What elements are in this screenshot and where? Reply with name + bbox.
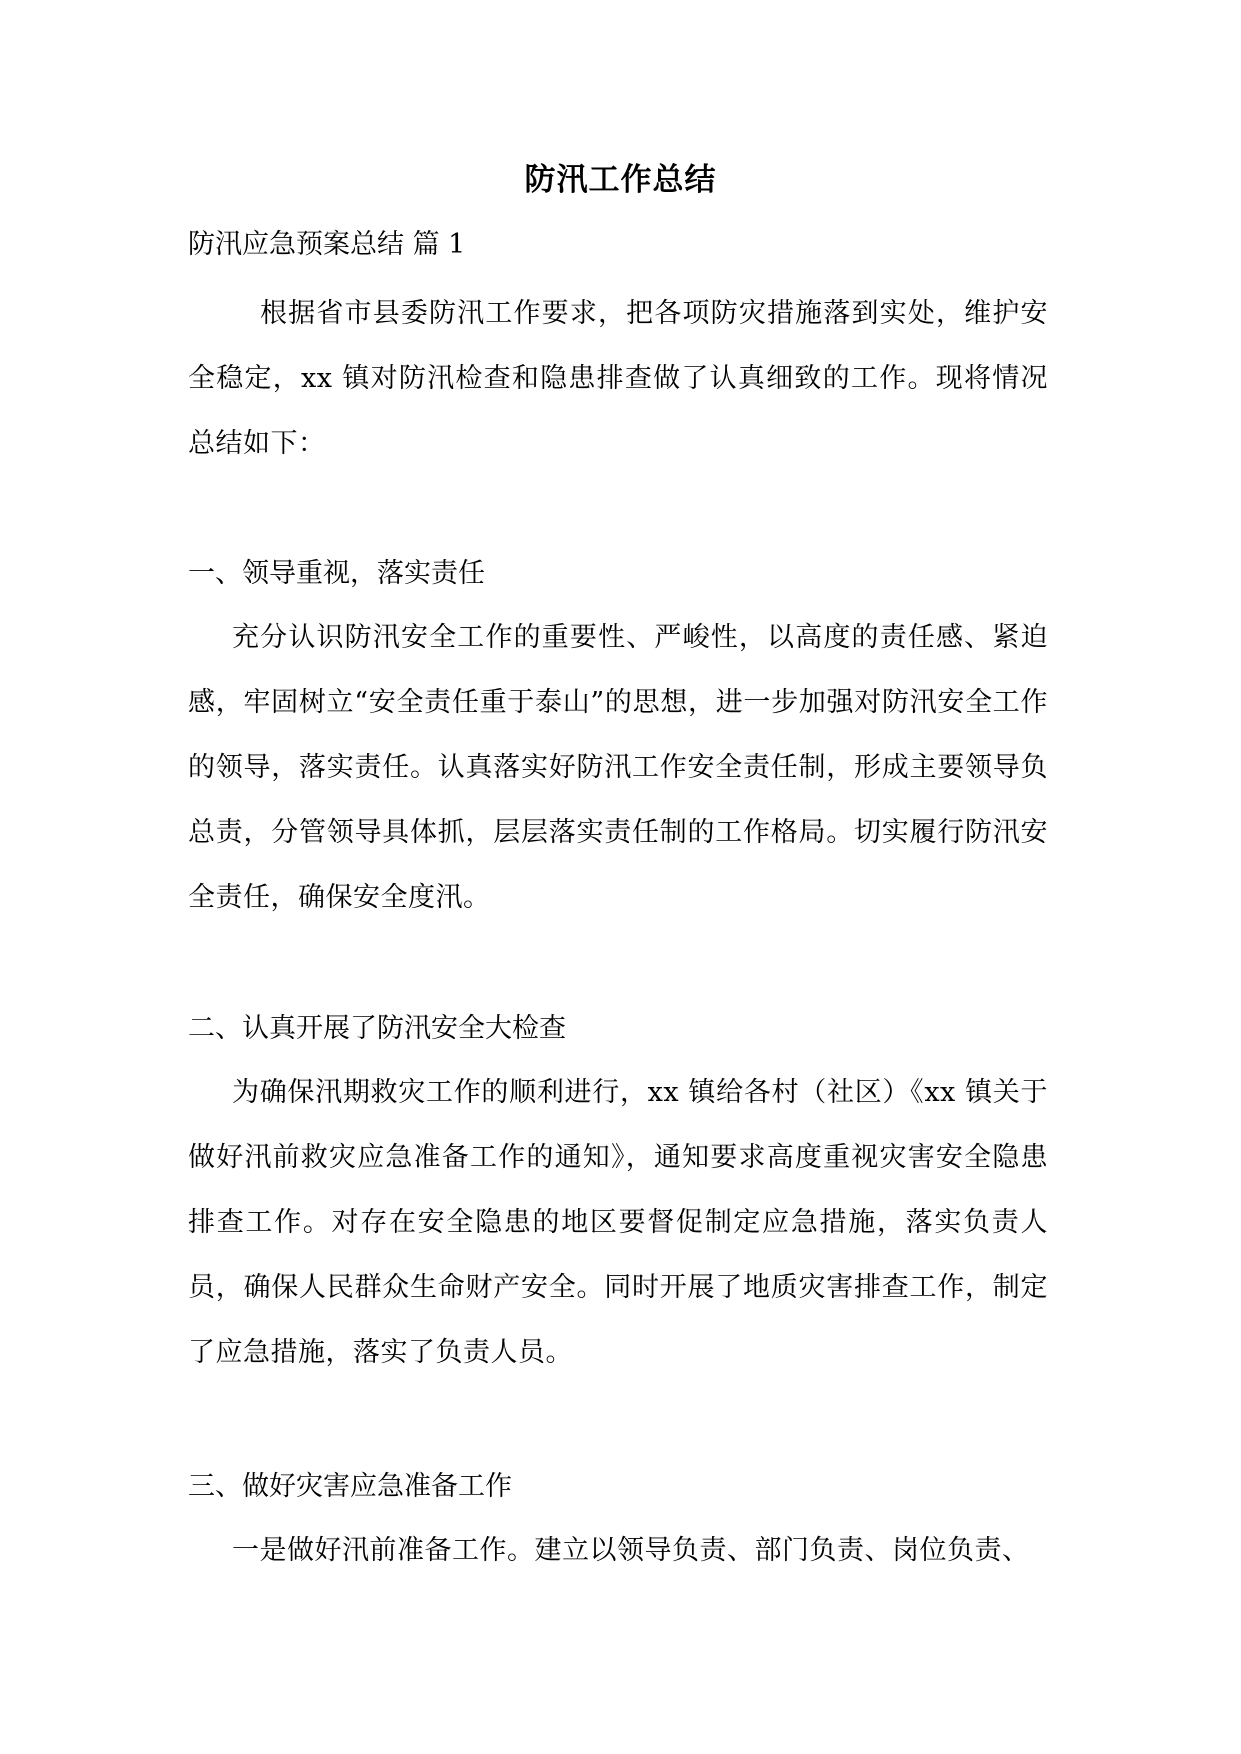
- section-body-3: 一是做好汛前准备工作。建立以领导负责、部门负责、岗位负责、: [232, 1535, 1030, 1566]
- document-subtitle: 防汛应急预案总结 篇 1: [188, 229, 466, 260]
- document-title: 防汛工作总结: [524, 162, 717, 198]
- section-heading-3: 三、做好灾害应急准备工作: [188, 1471, 512, 1502]
- intro-paragraph: 根据省市县委防汛工作要求，把各项防灾措施落到实处，维护安全稳定，xx 镇对防汛检查和隐患排查做了认真细致的工作。现将情况总结如下：: [188, 298, 1048, 459]
- section-heading-1: 一、领导重视，落实责任: [188, 558, 485, 589]
- section-body-1: 充分认识防汛安全工作的重要性、严峻性，以高度的责任感、紧迫感，牢固树立“安全责任重于泰山”的思想，进一步加强对防汛安全工作的领导，落实责任。认真落实好防汛工作安全责任制，形成主要领导负总责，分管领导具体抓，层层落实责任制的工作格局。切实履行防汛安全责任，确保安全度汛。: [188, 622, 1048, 913]
- section-heading-2: 二、认真开展了防汛安全大检查: [188, 1013, 566, 1044]
- section-body-2: 为确保汛期救灾工作的顺利进行，xx 镇给各村（社区）《xx 镇关于做好汛前救灾应急准备工作的通知》，通知要求高度重视灾害安全隐患排查工作。对存在安全隐患的地区要督促制定应急措施，落实负责人员，确保人民群众生命财产安全。同时开展了地质灾害排查工作，制定了应急措施，落实了负责人员。: [188, 1077, 1048, 1368]
